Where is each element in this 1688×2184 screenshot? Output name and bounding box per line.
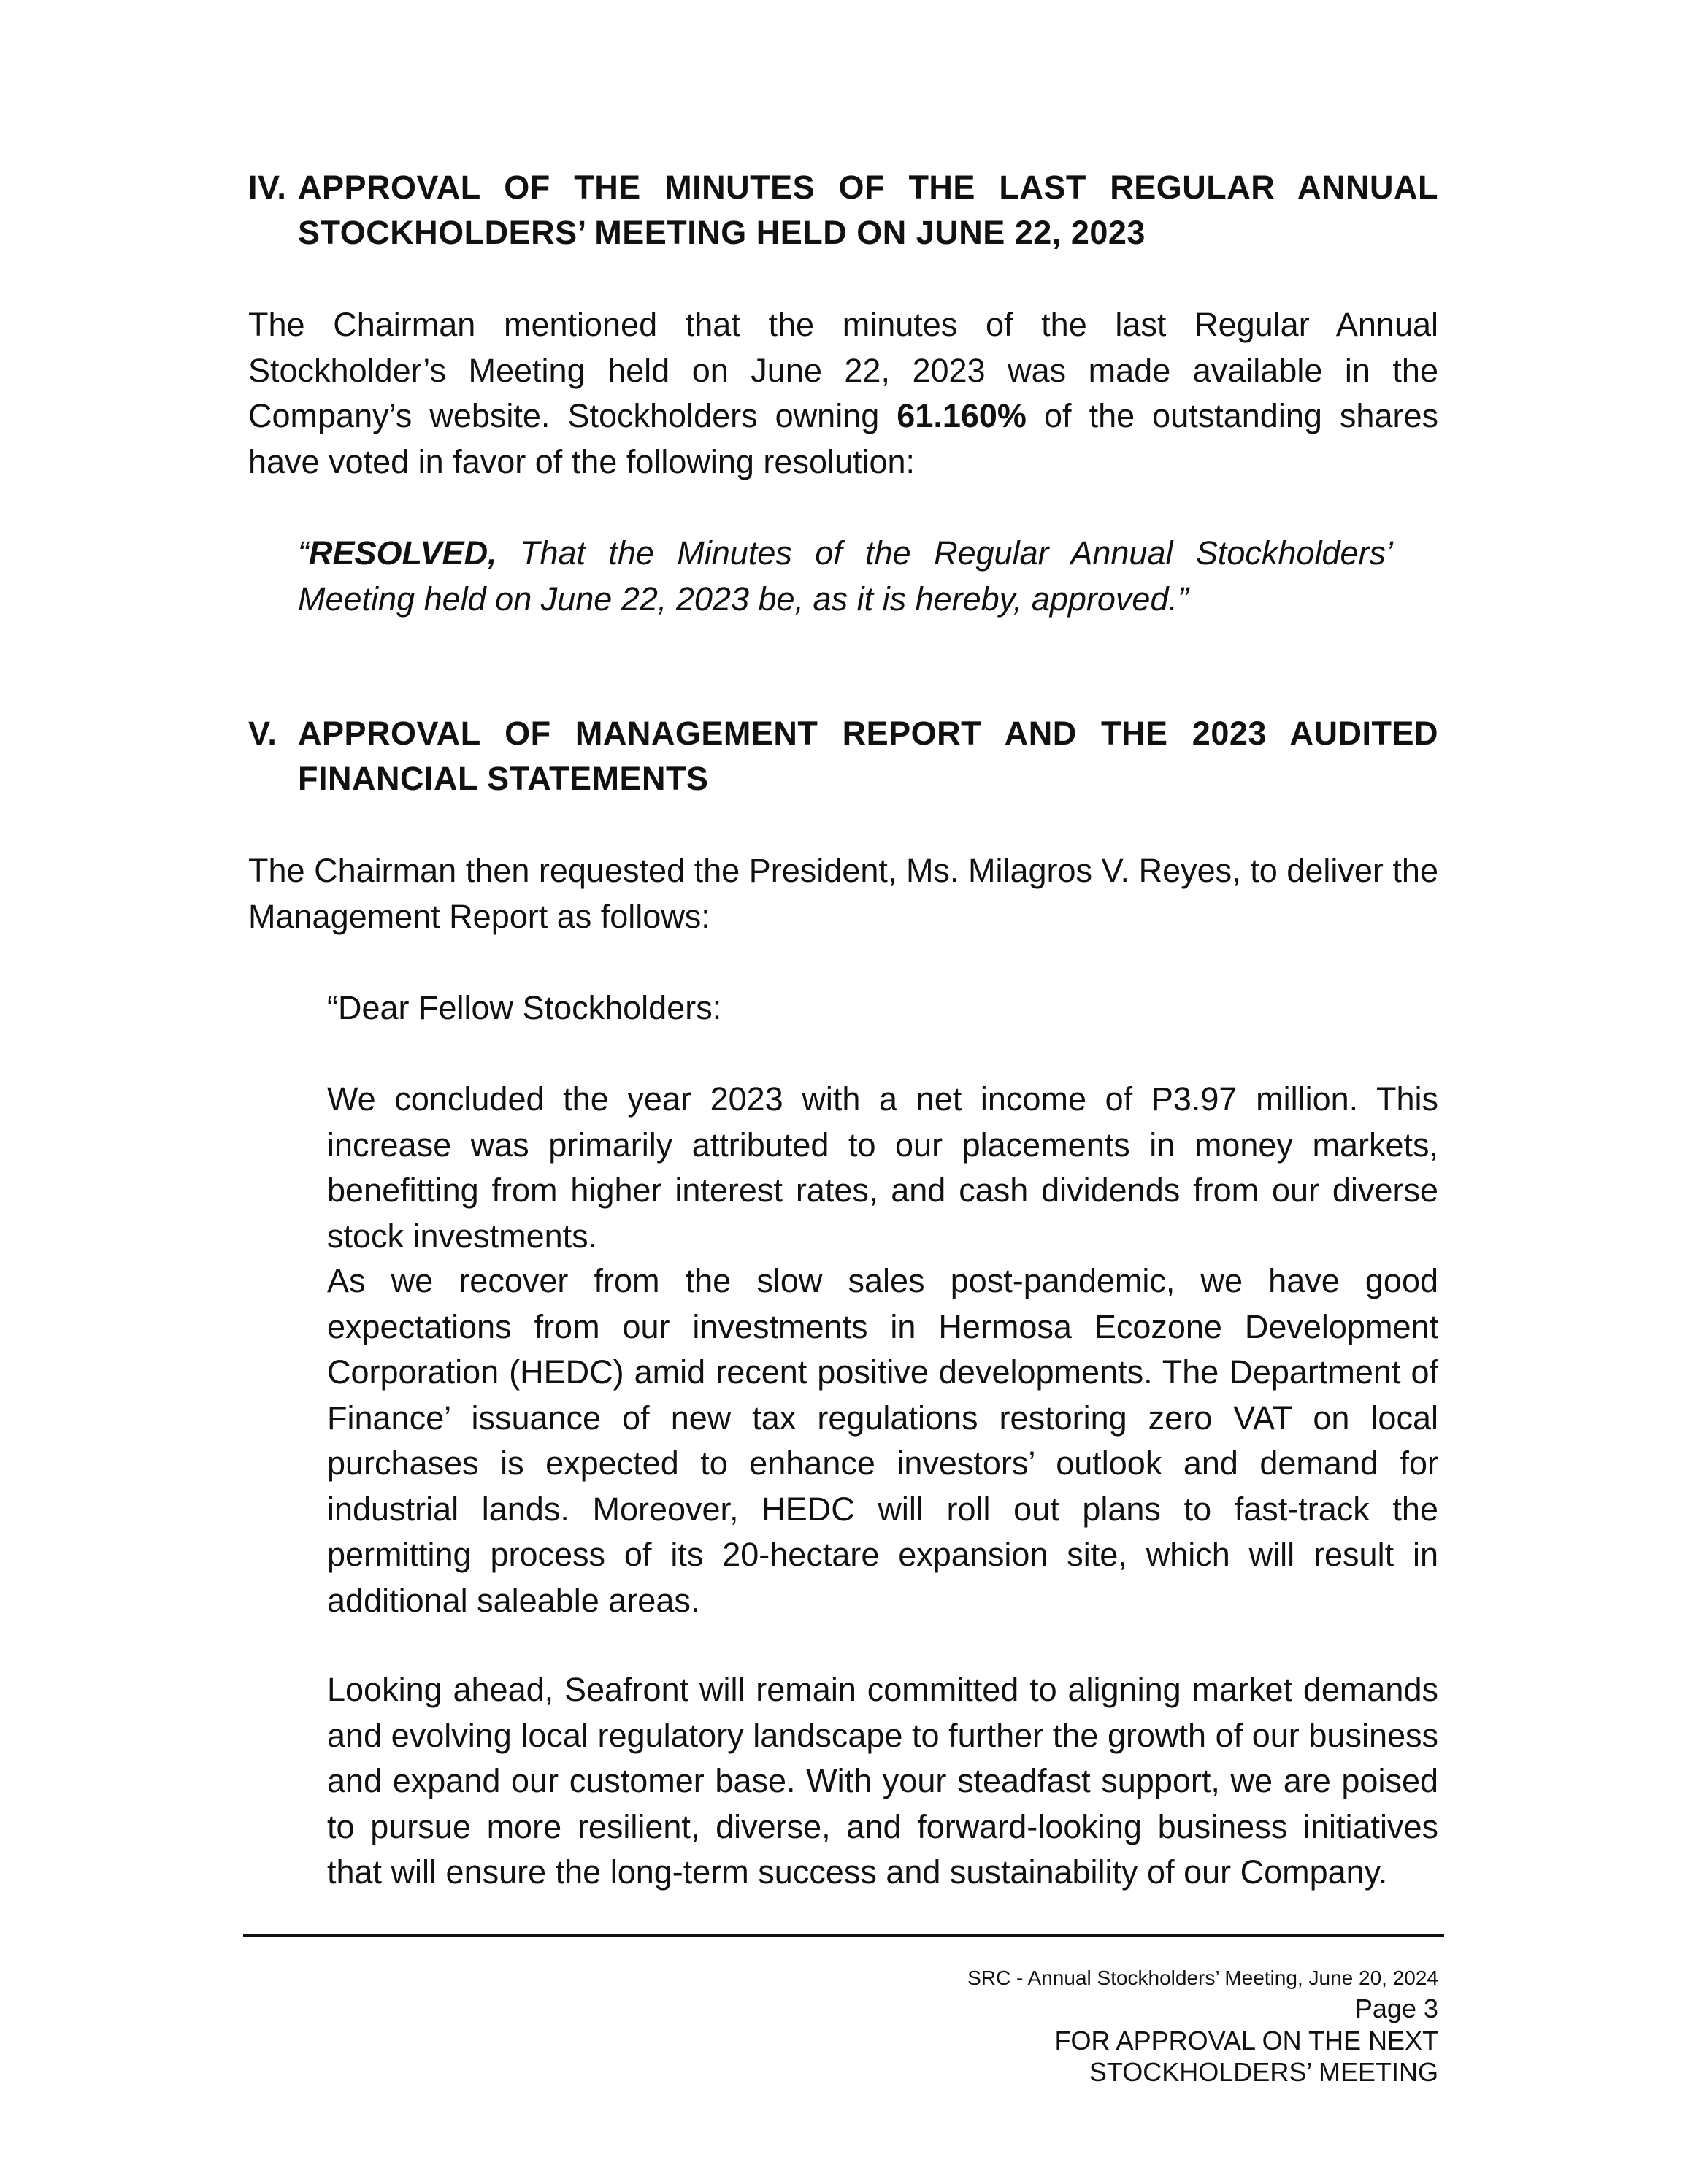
resolution-quote: [298, 530, 1393, 622]
section-v-number: V.: [248, 715, 277, 752]
letter-paragraph-2: As we recover from the slow sales post-pandemic, we have good expectations from our investments in Hermosa Ecozone Development Corporation (HEDC) amid recent positive developments. The Department of Finance’ issuance of new tax regulations restoring zero VAT on local purchases is expected to enhance investors’ outlook and demand for industrial lands. Moreover, HEDC will roll out plans to fast-track the permitting process of its 20-hectare expansion site, which will result in additional saleable areas.: [327, 1262, 1438, 1619]
section-iv-paragraph: [248, 302, 1438, 485]
resolution-line1-text: That the Minutes of the Regular Annual Stockholders’: [496, 534, 1393, 572]
section-v-title-line1: APPROVAL OF MANAGEMENT REPORT AND THE 2023 AUDITED: [298, 715, 1438, 752]
resolution-keyword: RESOLVED,: [309, 534, 497, 572]
section-iv-title-line2: STOCKHOLDERS’ MEETING HELD ON JUNE 22, 2023: [298, 214, 1146, 251]
section-iv-heading: [248, 165, 1438, 255]
vote-percentage: 61.160%: [897, 397, 1027, 434]
section-v-title-line2: FINANCIAL STATEMENTS: [298, 760, 709, 797]
letter-salutation: “Dear Fellow Stockholders:: [327, 989, 722, 1026]
letter-paragraph-3: Looking ahead, Seafront will remain committed to aligning market demands and evolving local regulatory landscape to further the growth of our business and expand our customer base. With your steadfast support, we are poised to pursue more resilient, diverse, and forward-looking business initiatives that will ensure the long-term success and sustainability of our Company.: [327, 1671, 1438, 1891]
footer-status-line1: FOR APPROVAL ON THE NEXT: [1054, 2026, 1438, 2056]
section-iv-number: IV.: [248, 169, 287, 206]
section-iv-title-line1: APPROVAL OF THE MINUTES OF THE LAST REGULAR ANNUAL: [298, 169, 1438, 206]
section-iv-paragraph-text-end: of the outstanding shares have voted in favor of the following resolution:: [248, 397, 1438, 480]
footer-divider: [243, 1934, 1444, 1937]
footer-status-line2: STOCKHOLDERS’ MEETING: [1089, 2057, 1438, 2087]
footer-meeting: SRC - Annual Stockholders’ Meeting, June 20, 2024: [967, 1966, 1438, 1989]
resolution-open-quote: “: [298, 534, 309, 572]
resolution-line2-text: Meeting held on June 22, 2023 be, as it is hereby, approved.”: [298, 580, 1189, 618]
letter-paragraph-1: We concluded the year 2023 with a net income of P3.97 million. This increase was primarily attributed to our placements in money markets, benefitting from higher interest rates, and cash dividends from our diverse stock investments.: [327, 1080, 1438, 1255]
section-v-intro: The Chairman then requested the President, Ms. Milagros V. Reyes, to deliver the Management Report as follows:: [248, 852, 1438, 935]
page-footer: [967, 1964, 1438, 2088]
section-v-heading: [248, 711, 1438, 801]
section-iv-paragraph-text: The Chairman mentioned that the minutes of the last Regular Annual Stockholder’s Meeting held on June 22, 2023 was made available in the Company’s website. Stockholders owning: [248, 306, 1438, 434]
footer-page-number: Page 3: [1354, 1993, 1438, 2023]
